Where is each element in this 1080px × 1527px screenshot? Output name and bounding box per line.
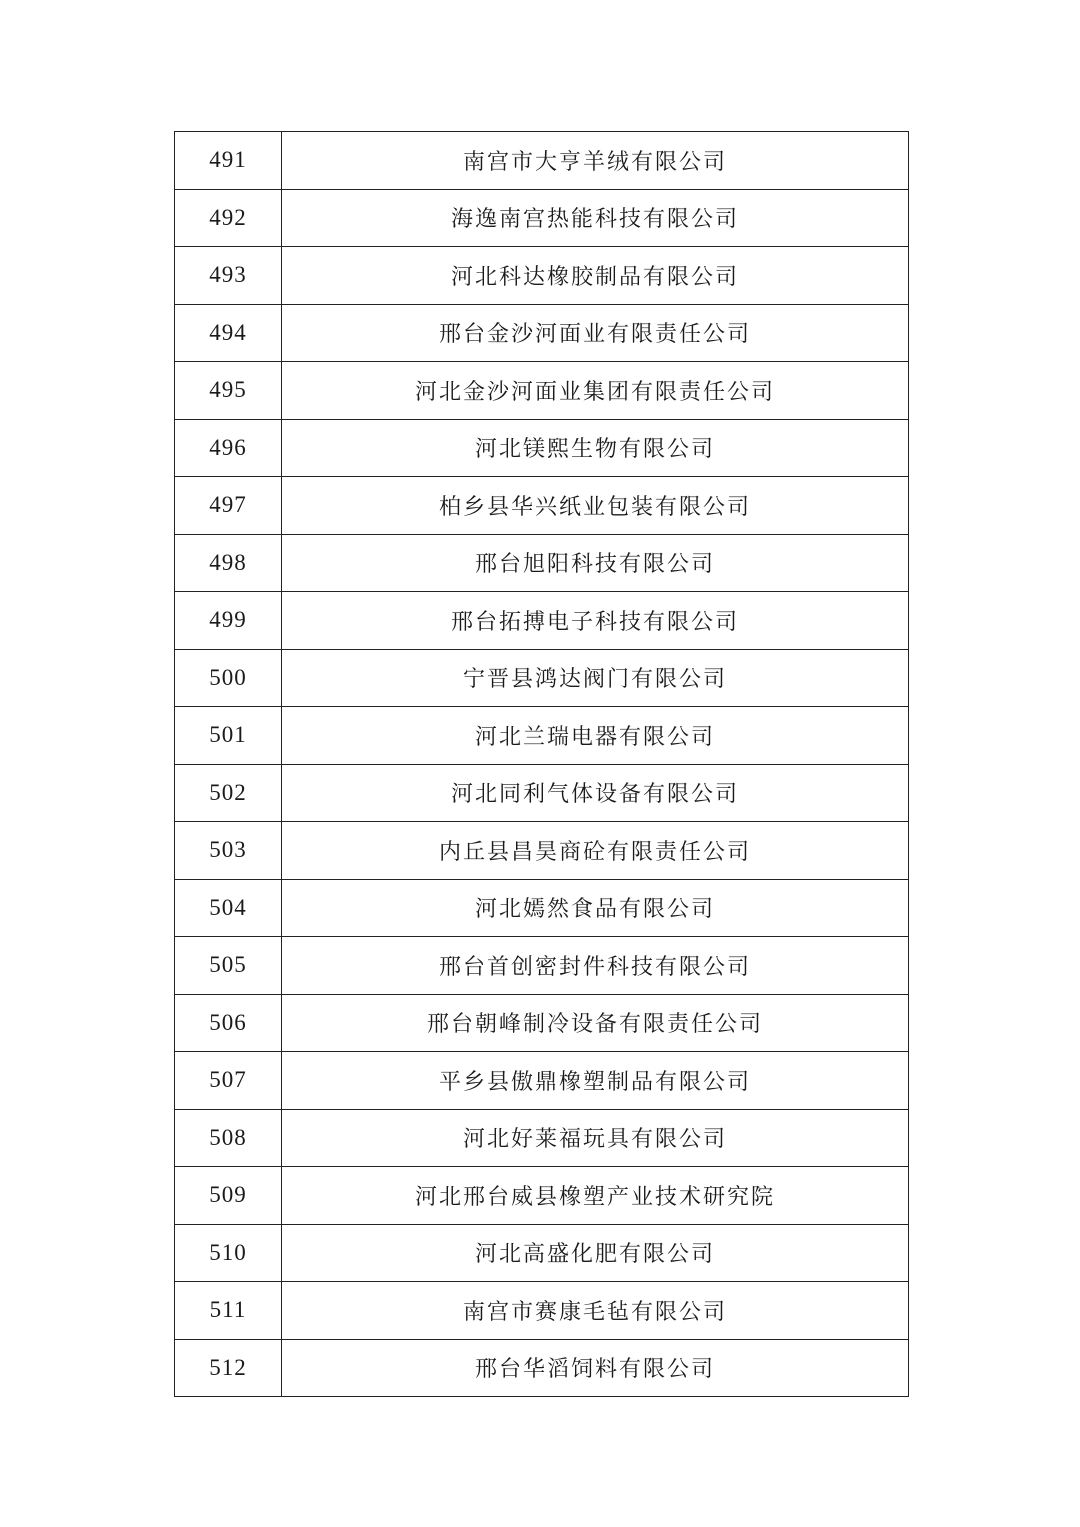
row-number: 499 [175, 592, 282, 650]
row-number: 503 [175, 822, 282, 880]
company-name: 邢台旭阳科技有限公司 [282, 534, 909, 592]
table-row [175, 419, 909, 477]
company-name: 河北科达橡胶制品有限公司 [282, 247, 909, 305]
company-name: 河北兰瑞电器有限公司 [282, 707, 909, 765]
company-name: 河北好莱福玩具有限公司 [282, 1109, 909, 1167]
table-row [175, 994, 909, 1052]
company-name: 南宫市赛康毛毡有限公司 [282, 1282, 909, 1340]
row-number: 502 [175, 764, 282, 822]
company-name: 邢台拓搏电子科技有限公司 [282, 592, 909, 650]
table-row [175, 1224, 909, 1282]
table-row [175, 132, 909, 190]
row-number: 505 [175, 937, 282, 995]
row-number: 492 [175, 189, 282, 247]
table-row [175, 189, 909, 247]
company-name: 河北金沙河面业集团有限责任公司 [282, 362, 909, 420]
company-list-body [175, 132, 909, 1397]
table-row [175, 534, 909, 592]
table-row [175, 304, 909, 362]
company-name: 河北嫣然食品有限公司 [282, 879, 909, 937]
company-name: 河北高盛化肥有限公司 [282, 1224, 909, 1282]
row-number: 500 [175, 649, 282, 707]
company-name: 邢台朝峰制冷设备有限责任公司 [282, 994, 909, 1052]
table-row [175, 477, 909, 535]
company-name: 河北镁熙生物有限公司 [282, 419, 909, 477]
company-name: 河北邢台威县橡塑产业技术研究院 [282, 1167, 909, 1225]
company-name: 内丘县昌昊商砼有限责任公司 [282, 822, 909, 880]
row-number: 493 [175, 247, 282, 305]
row-number: 507 [175, 1052, 282, 1110]
table-row [175, 937, 909, 995]
company-name: 邢台华滔饲料有限公司 [282, 1339, 909, 1397]
company-name: 平乡县傲鼎橡塑制品有限公司 [282, 1052, 909, 1110]
table-row [175, 1167, 909, 1225]
table-row [175, 1339, 909, 1397]
company-name: 南宫市大亨羊绒有限公司 [282, 132, 909, 190]
row-number: 496 [175, 419, 282, 477]
table-row [175, 1109, 909, 1167]
table-row [175, 649, 909, 707]
table-row [175, 1282, 909, 1340]
row-number: 504 [175, 879, 282, 937]
company-name: 邢台首创密封件科技有限公司 [282, 937, 909, 995]
table-row [175, 879, 909, 937]
table-row [175, 362, 909, 420]
company-name: 宁晋县鸿达阀门有限公司 [282, 649, 909, 707]
company-name: 柏乡县华兴纸业包装有限公司 [282, 477, 909, 535]
table-row [175, 764, 909, 822]
table-row [175, 247, 909, 305]
row-number: 511 [175, 1282, 282, 1340]
row-number: 497 [175, 477, 282, 535]
row-number: 512 [175, 1339, 282, 1397]
company-list-table [174, 131, 909, 1397]
row-number: 491 [175, 132, 282, 190]
row-number: 495 [175, 362, 282, 420]
table-row [175, 822, 909, 880]
row-number: 508 [175, 1109, 282, 1167]
company-name: 河北同利气体设备有限公司 [282, 764, 909, 822]
company-name: 邢台金沙河面业有限责任公司 [282, 304, 909, 362]
table-row [175, 592, 909, 650]
row-number: 494 [175, 304, 282, 362]
table-row [175, 707, 909, 765]
row-number: 506 [175, 994, 282, 1052]
row-number: 509 [175, 1167, 282, 1225]
row-number: 510 [175, 1224, 282, 1282]
row-number: 498 [175, 534, 282, 592]
row-number: 501 [175, 707, 282, 765]
table-row [175, 1052, 909, 1110]
company-name: 海逸南宫热能科技有限公司 [282, 189, 909, 247]
